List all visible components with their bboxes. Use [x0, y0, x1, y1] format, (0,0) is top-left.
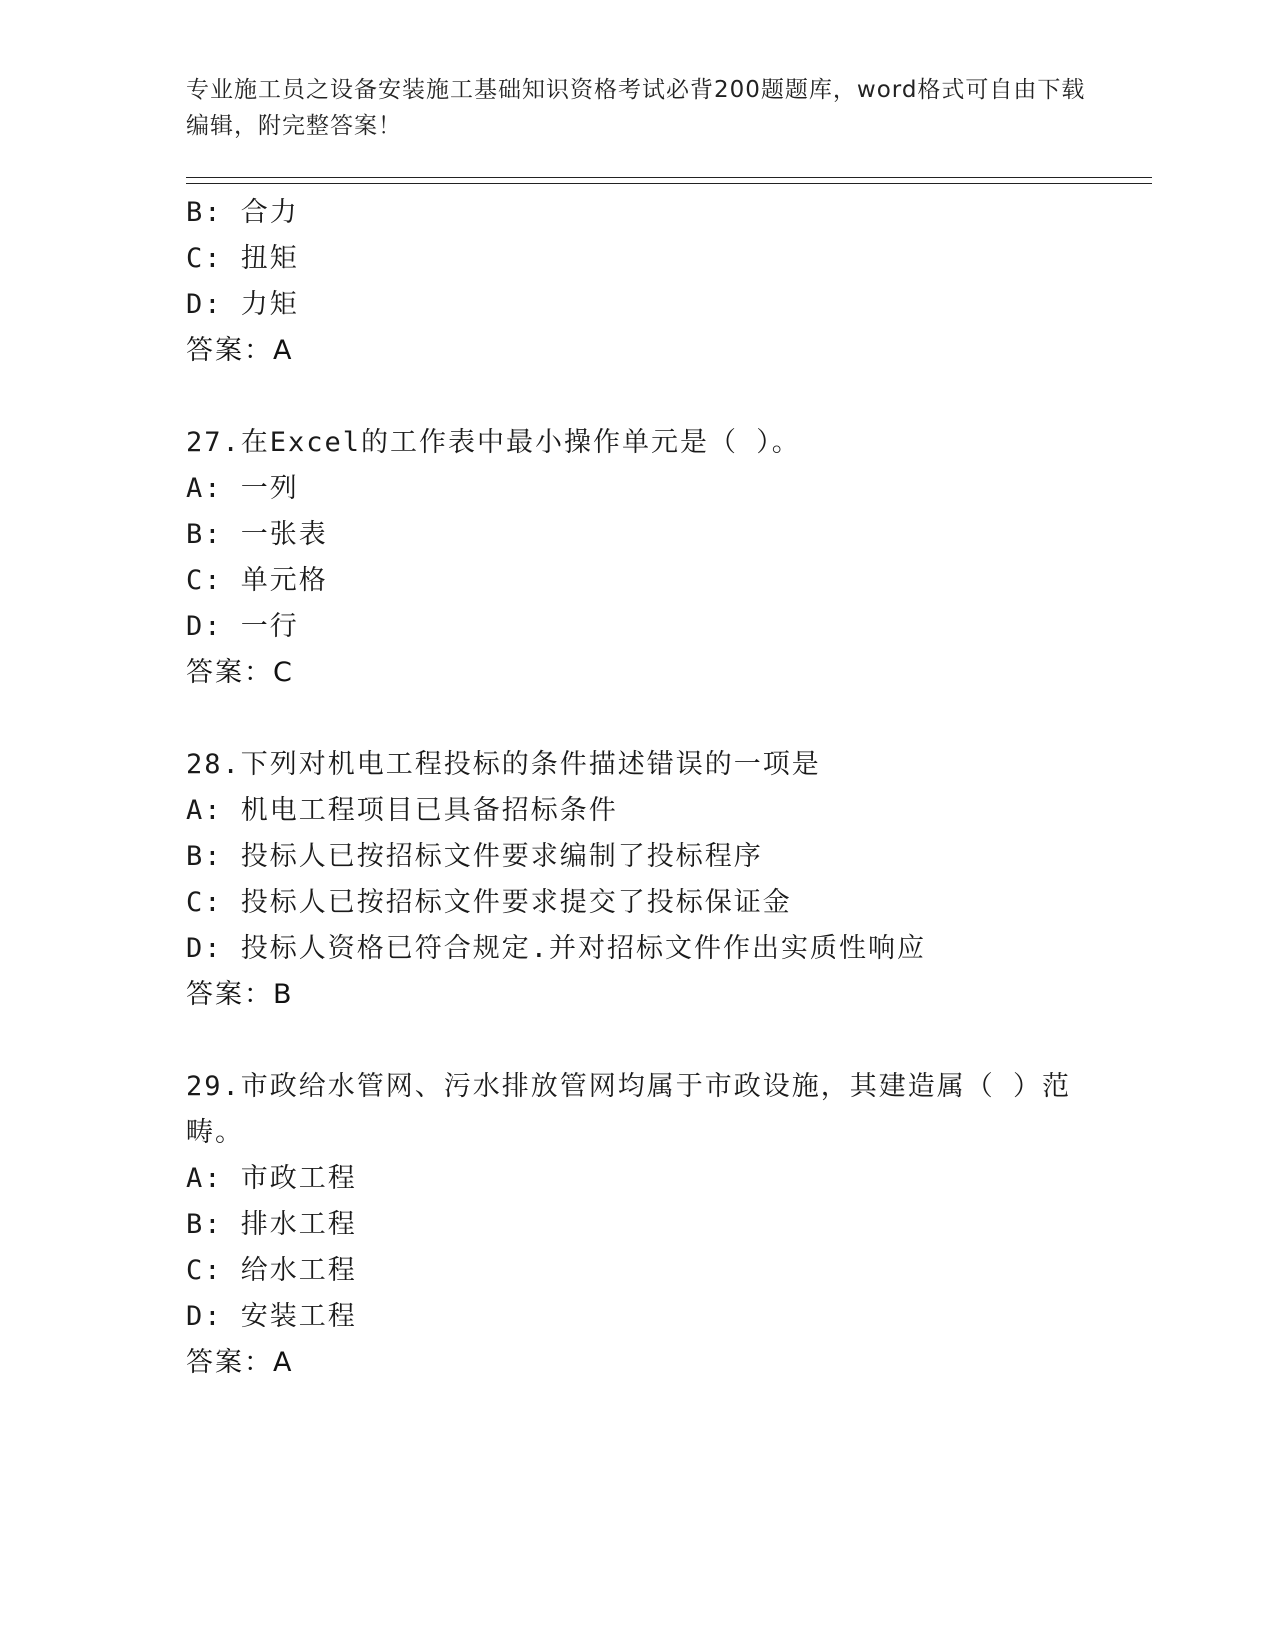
question-block-26: [186, 190, 1086, 374]
question-block-29: [186, 1064, 1086, 1386]
option-d: D: 安装工程: [186, 1301, 357, 1332]
question-block-27: [186, 420, 1086, 696]
option-a: A: 一列: [186, 473, 299, 504]
spacer: [186, 1018, 1086, 1064]
spacer: [186, 374, 1086, 420]
answer-line: 答案：A: [186, 1347, 294, 1378]
option-c: C: 单元格: [186, 565, 328, 596]
option-a: A: 机电工程项目已具备招标条件: [186, 795, 618, 826]
question-block-28: [186, 742, 1086, 1018]
option-b: B: 一张表: [186, 519, 328, 550]
question-stem: 27.在Excel的工作表中最小操作单元是（ ）。: [186, 427, 801, 458]
question-stem: 28.下列对机电工程投标的条件描述错误的一项是: [186, 749, 821, 780]
answer-line: 答案：A: [186, 335, 294, 366]
option-d: D: 一行: [186, 611, 299, 642]
option-b: B: 排水工程: [186, 1209, 357, 1240]
question-stem: 29.市政给水管网、污水排放管网均属于市政设施，其建造属（ ）范畴。: [186, 1071, 1072, 1148]
option-c: C: 扭矩: [186, 243, 299, 274]
answer-line: 答案：B: [186, 979, 294, 1010]
option-a: A: 市政工程: [186, 1163, 357, 1194]
header-divider-bottom: [186, 183, 1152, 184]
option-c: C: 投标人已按招标文件要求提交了投标保证金: [186, 887, 792, 918]
document-header: 专业施工员之设备安装施工基础知识资格考试必背200题题库，word格式可自由下载编辑，附完整答案！: [186, 77, 1086, 139]
option-b: B: 合力: [186, 197, 299, 228]
option-d: D: 投标人资格已符合规定.并对招标文件作出实质性响应: [186, 933, 927, 964]
question-content: [186, 190, 1086, 1386]
option-d: D: 力矩: [186, 289, 299, 320]
option-c: C: 给水工程: [186, 1255, 357, 1286]
header-divider-top: [186, 177, 1152, 178]
answer-line: 答案：C: [186, 657, 294, 688]
option-b: B: 投标人已按招标文件要求编制了投标程序: [186, 841, 763, 872]
spacer: [186, 696, 1086, 742]
